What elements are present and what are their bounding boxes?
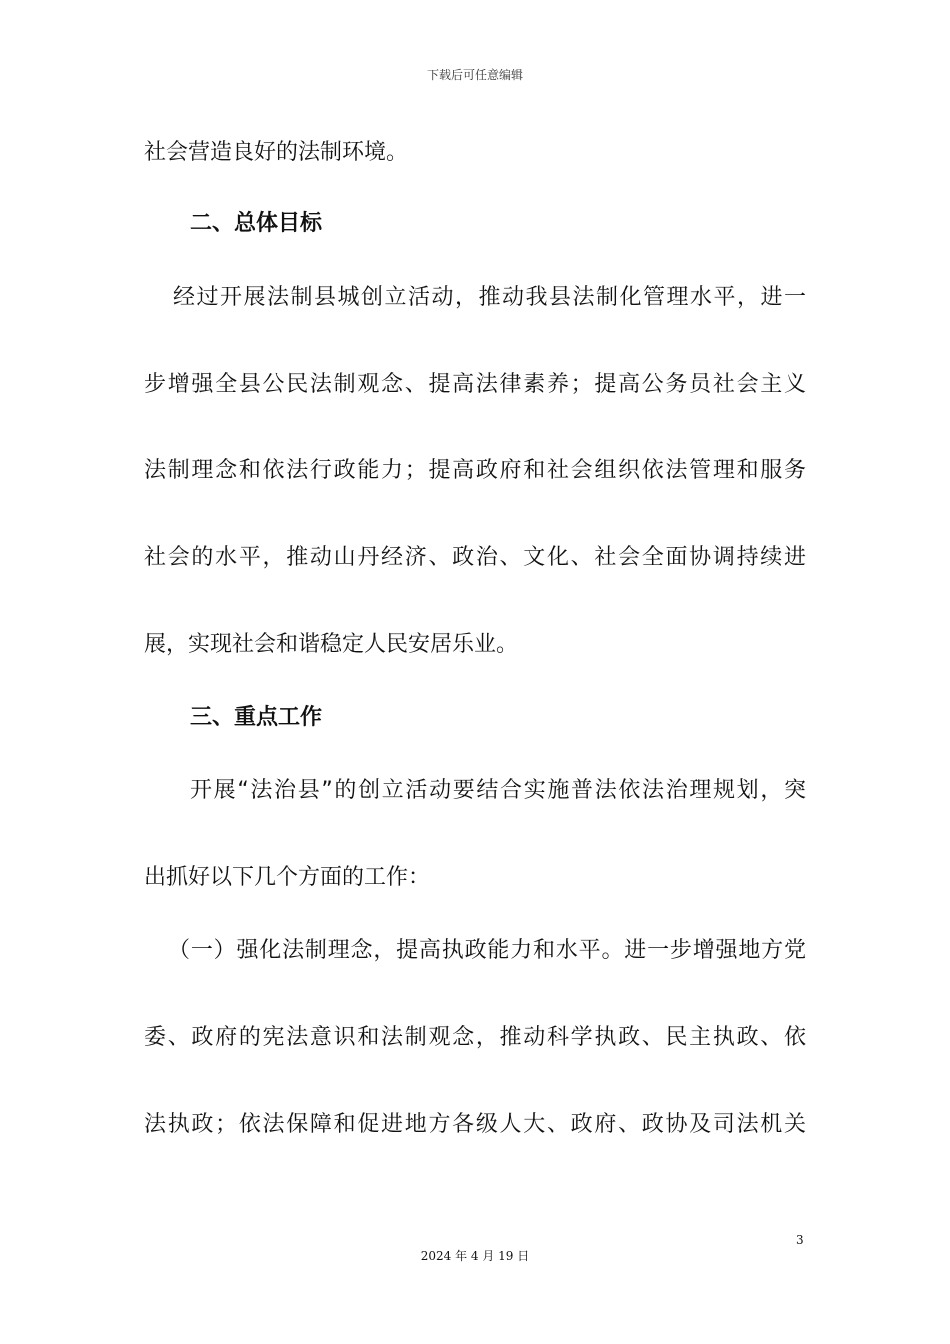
body-line: 法制理念和依法行政能力；提高政府和社会组织依法管理和服务 [144,458,806,483]
page-header: 下载后可任意编辑 [426,68,523,82]
section-heading: 三、重点工作 [190,705,323,730]
footer-date: 2024 年 4 月 19 日 [420,1249,530,1263]
body-line: 社会营造良好的法制环境。 [144,140,409,165]
body-line: 出抓好以下几个方面的工作： [144,865,431,890]
body-line: 开展“法治县”的创立活动要结合实施普法依法治理规划，突 [190,778,806,803]
page-number: 3 [796,1233,804,1247]
body-line: 步增强全县公民法制观念、提高法律素养；提高公务员社会主义 [144,372,806,397]
body-line: 展，实现社会和谐稳定人民安居乐业。 [144,632,519,657]
body-line: 经过开展法制县城创立活动，推动我县法制化管理水平，进一 [173,285,806,310]
body-line: 委、政府的宪法意识和法制观念，推动科学执政、民主执政、依 [144,1025,806,1050]
body-line: 社会的水平，推动山丹经济、政治、文化、社会全面协调持续进 [144,545,806,570]
body-line: （一）强化法制理念，提高执政能力和水平。进一步增强地方党 [168,938,806,963]
section-heading: 二、总体目标 [190,211,323,236]
body-line: 法执政；依法保障和促进地方各级人大、政府、政协及司法机关 [144,1112,806,1137]
